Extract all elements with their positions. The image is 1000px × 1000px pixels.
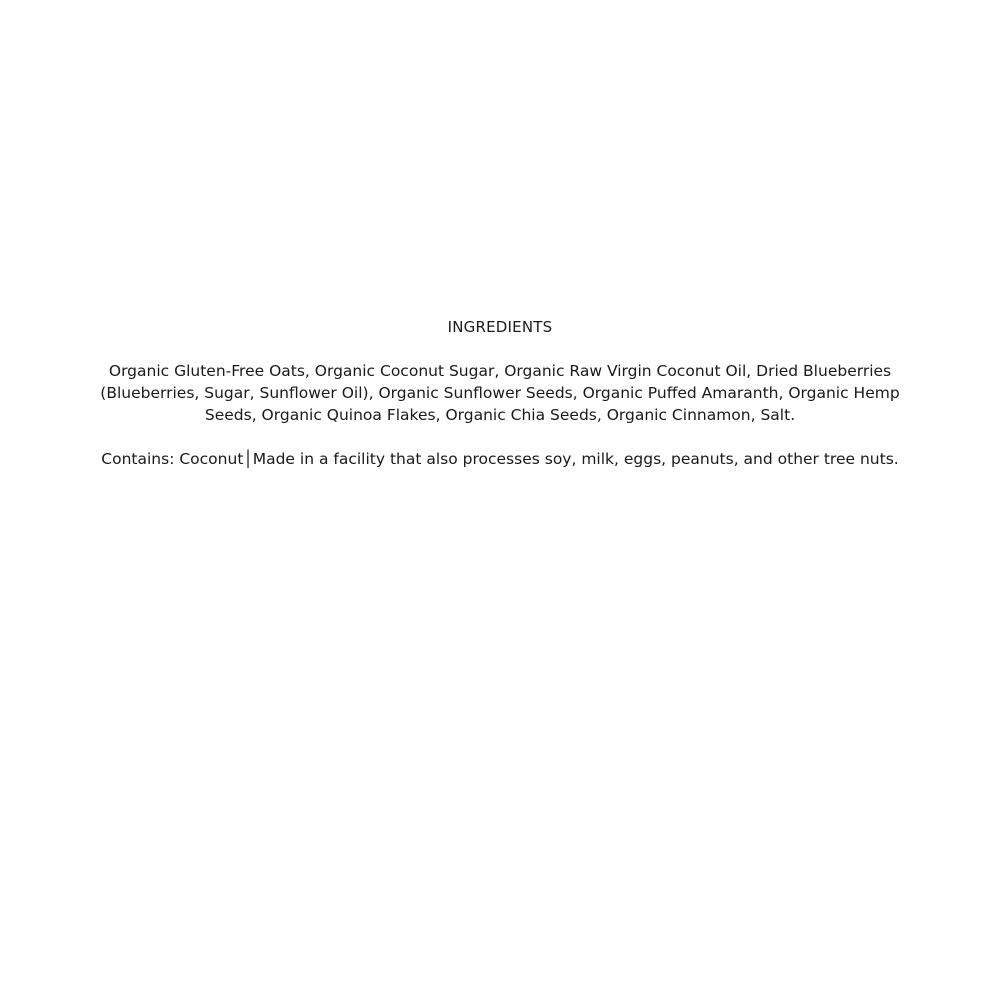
ingredients-list: Organic Gluten-Free Oats, Organic Coconut Sugar, Organic Raw Virgin Coconut Oil, Dried Blueberries (Blueberries, Sugar, Sunflower Oil), Organic Sunflower Seeds, Organic Puffed Amaranth, Organic Hemp Seeds, Organic Quinoa Flakes, Organic Chia Seeds, Organic Cinnamon, Salt. bbox=[100, 362, 900, 424]
allergen-statement: Contains: Coconut│Made in a facility that also processes soy, milk, eggs, peanuts, and other tree nuts. bbox=[101, 450, 899, 468]
ingredients-heading: INGREDIENTS bbox=[447, 318, 553, 336]
ingredients-panel bbox=[80, 316, 920, 470]
